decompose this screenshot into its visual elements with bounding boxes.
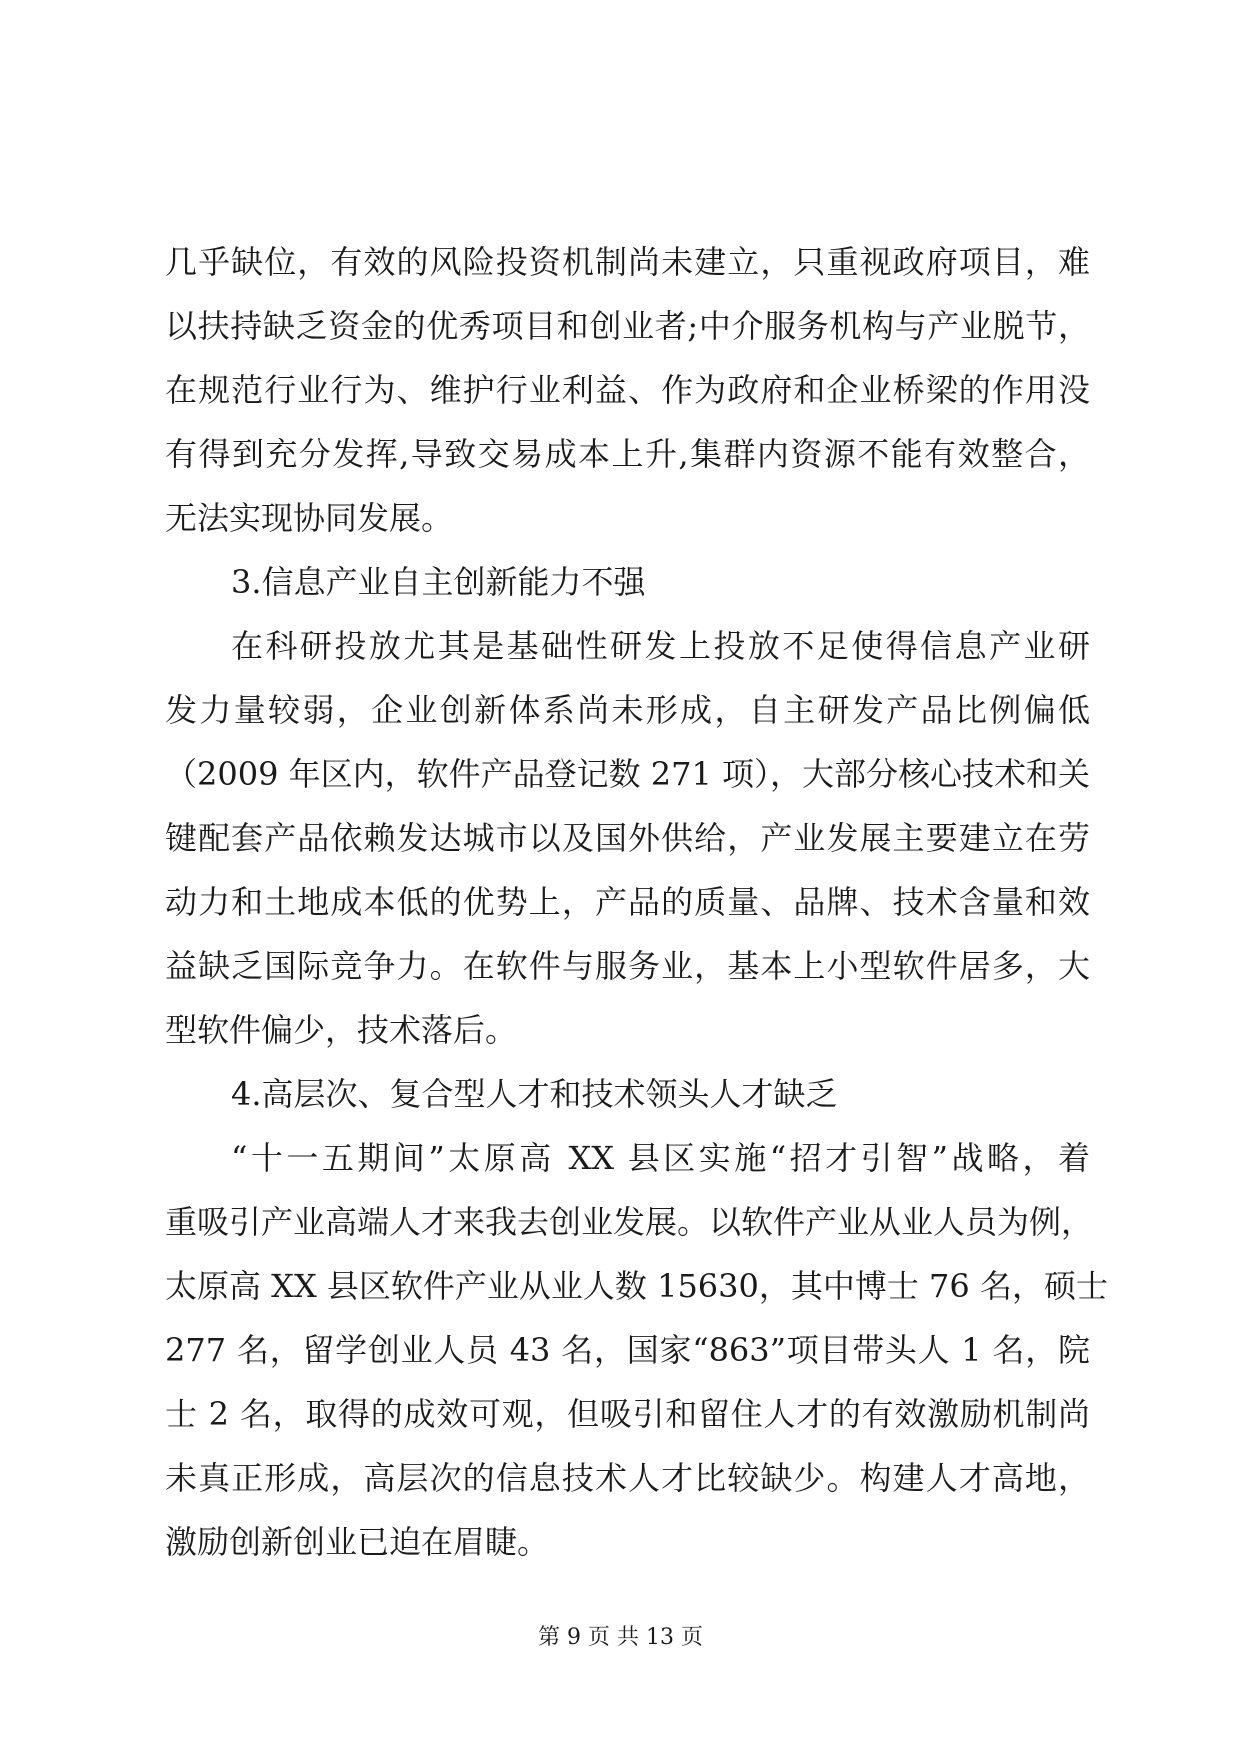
page-footer: 第 9 页 共 13 页 (538, 1625, 703, 1650)
text-line: 型软件偏少，技术落后。 (165, 1011, 518, 1049)
text-line: 3.信息产业自主创新能力不强 (231, 563, 646, 601)
text-line: 激励创新创业已迫在眉睫。 (165, 1523, 550, 1561)
text-line: 益缺乏国际竞争力。在软件与服务业，基本上小型软件居多，大 (165, 947, 1090, 985)
text-line: 在规范行业行为、维护行业利益、作为政府和企业桥梁的作用没 (165, 371, 1090, 409)
text-line: 277 名，留学创业人员 43 名，国家“863”项目带头人 1 名，院 (165, 1331, 1090, 1369)
text-line: 太原高 XX 县区软件产业从业人数 15630，其中博士 76 名，硕士 (165, 1267, 1108, 1305)
text-line: 无法实现协同发展。 (165, 499, 454, 537)
text-line: 几乎缺位，有效的风险投资机制尚未建立，只重视政府项目，难 (165, 243, 1090, 281)
text-line: （2009 年区内，软件产品登记数 271 项），大部分核心技术和关 (165, 755, 1091, 793)
text-line: 发力量较弱，企业创新体系尚未形成，自主研发产品比例偏低 (165, 691, 1090, 729)
text-line: 重吸引产业高端人才来我去创业发展。以软件产业从业人员为例， (165, 1203, 1094, 1241)
text-line: 在科研投放尤其是基础性研发上投放不足使得信息产业研 (231, 627, 1090, 665)
text-line: 动力和土地成本低的优势上，产品的质量、品牌、技术含量和效 (165, 883, 1090, 921)
body-text (165, 230, 1108, 1574)
text-line: 有得到充分发挥,导致交易成本上升,集群内资源不能有效整合， (165, 435, 1090, 473)
text-line: 以扶持缺乏资金的优秀项目和创业者;中介服务机构与产业脱节， (165, 307, 1090, 345)
text-line: 未真正形成，高层次的信息技术人才比较缺少。构建人才高地， (165, 1459, 1090, 1497)
text-line: 士 2 名，取得的成效可观，但吸引和留住人才的有效激励机制尚 (165, 1395, 1090, 1433)
text-line: 4.高层次、复合型人才和技术领头人才缺乏 (231, 1075, 838, 1113)
text-line: “十一五期间”太原高 XX 县区实施“招才引智”战略，着 (231, 1139, 1090, 1177)
text-line: 键配套产品依赖发达城市以及国外供给，产业发展主要建立在劳 (165, 819, 1090, 857)
